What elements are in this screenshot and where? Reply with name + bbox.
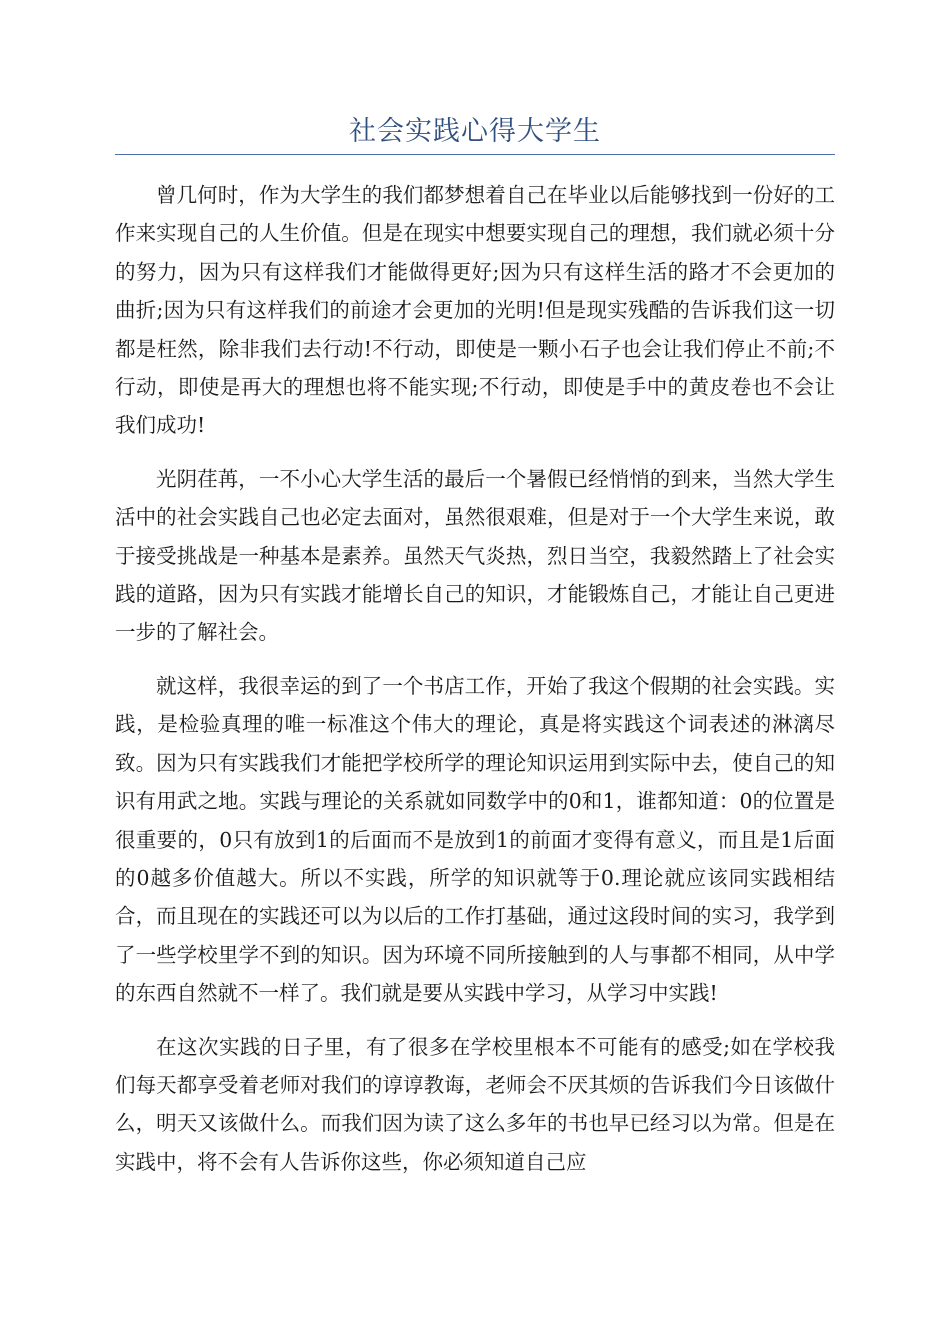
document-body [115,176,835,1196]
paragraph-2: 光阴荏苒，一不小心大学生活的最后一个暑假已经悄悄的到来，当然大学生活中的社会实践自己也必定去面对，虽然很艰难，但是对于一个大学生来说，敢于接受挑战是一种基本是素养。虽然天气炎热，烈日当空，我毅然踏上了社会实践的道路，因为只有实践才能增长自己的知识，才能锻炼自己，才能让自己更进一步的了解社会。 [115,466,835,645]
paragraph-1: 曾几何时，作为大学生的我们都梦想着自己在毕业以后能够找到一份好的工作来实现自己的人生价值。但是在现实中想要实现自己的理想，我们就必须十分的努力，因为只有这样我们才能做得更好;因为只有这样生活的路才不会更加的曲折;因为只有这样我们的前途才会更加的光明!但是现实残酷的告诉我们这一切都是枉然，除非我们去行动!不行动，即使是一颗小石子也会让我们停止不前;不行动，即使是再大的理想也将不能实现;不行动，即使是手中的黄皮卷也不会让我们成功! [115,183,835,438]
title-underline [115,154,835,155]
paragraph-3: 就这样，我很幸运的到了一个书店工作，开始了我这个假期的社会实践。实践，是检验真理的唯一标准这个伟大的理论，真是将实践这个词表述的淋漓尽致。因为只有实践我们才能把学校所学的理论知识运用到实际中去，使自己的知识有用武之地。实践与理论的关系就如同数学中的0和1，谁都知道：0的位置是很重要的，0只有放到1的后面而不是放到1的前面才变得有意义，而且是1后面的0越多价值越大。所以不实践，所学的知识就等于0.理论就应该同实践相结合，而且现在的实践还可以为以后的工作打基础，通过这段时间的实习，我学到了一些学校里学不到的知识。因为环境不同所接触到的人与事都不相同，从中学的东西自然就不一样了。我们就是要从实践中学习，从学习中实践! [115,673,835,1006]
document-title: 社会实践心得大学生 [349,116,601,147]
paragraph-4: 在这次实践的日子里，有了很多在学校里根本不可能有的感受;如在学校我们每天都享受着老师对我们的谆谆教诲，老师会不厌其烦的告诉我们今日该做什么，明天又该做什么。而我们因为读了这么多年的书也早已经习以为常。但是在实践中，将不会有人告诉你这些，你必须知道自己应 [115,1034,835,1174]
